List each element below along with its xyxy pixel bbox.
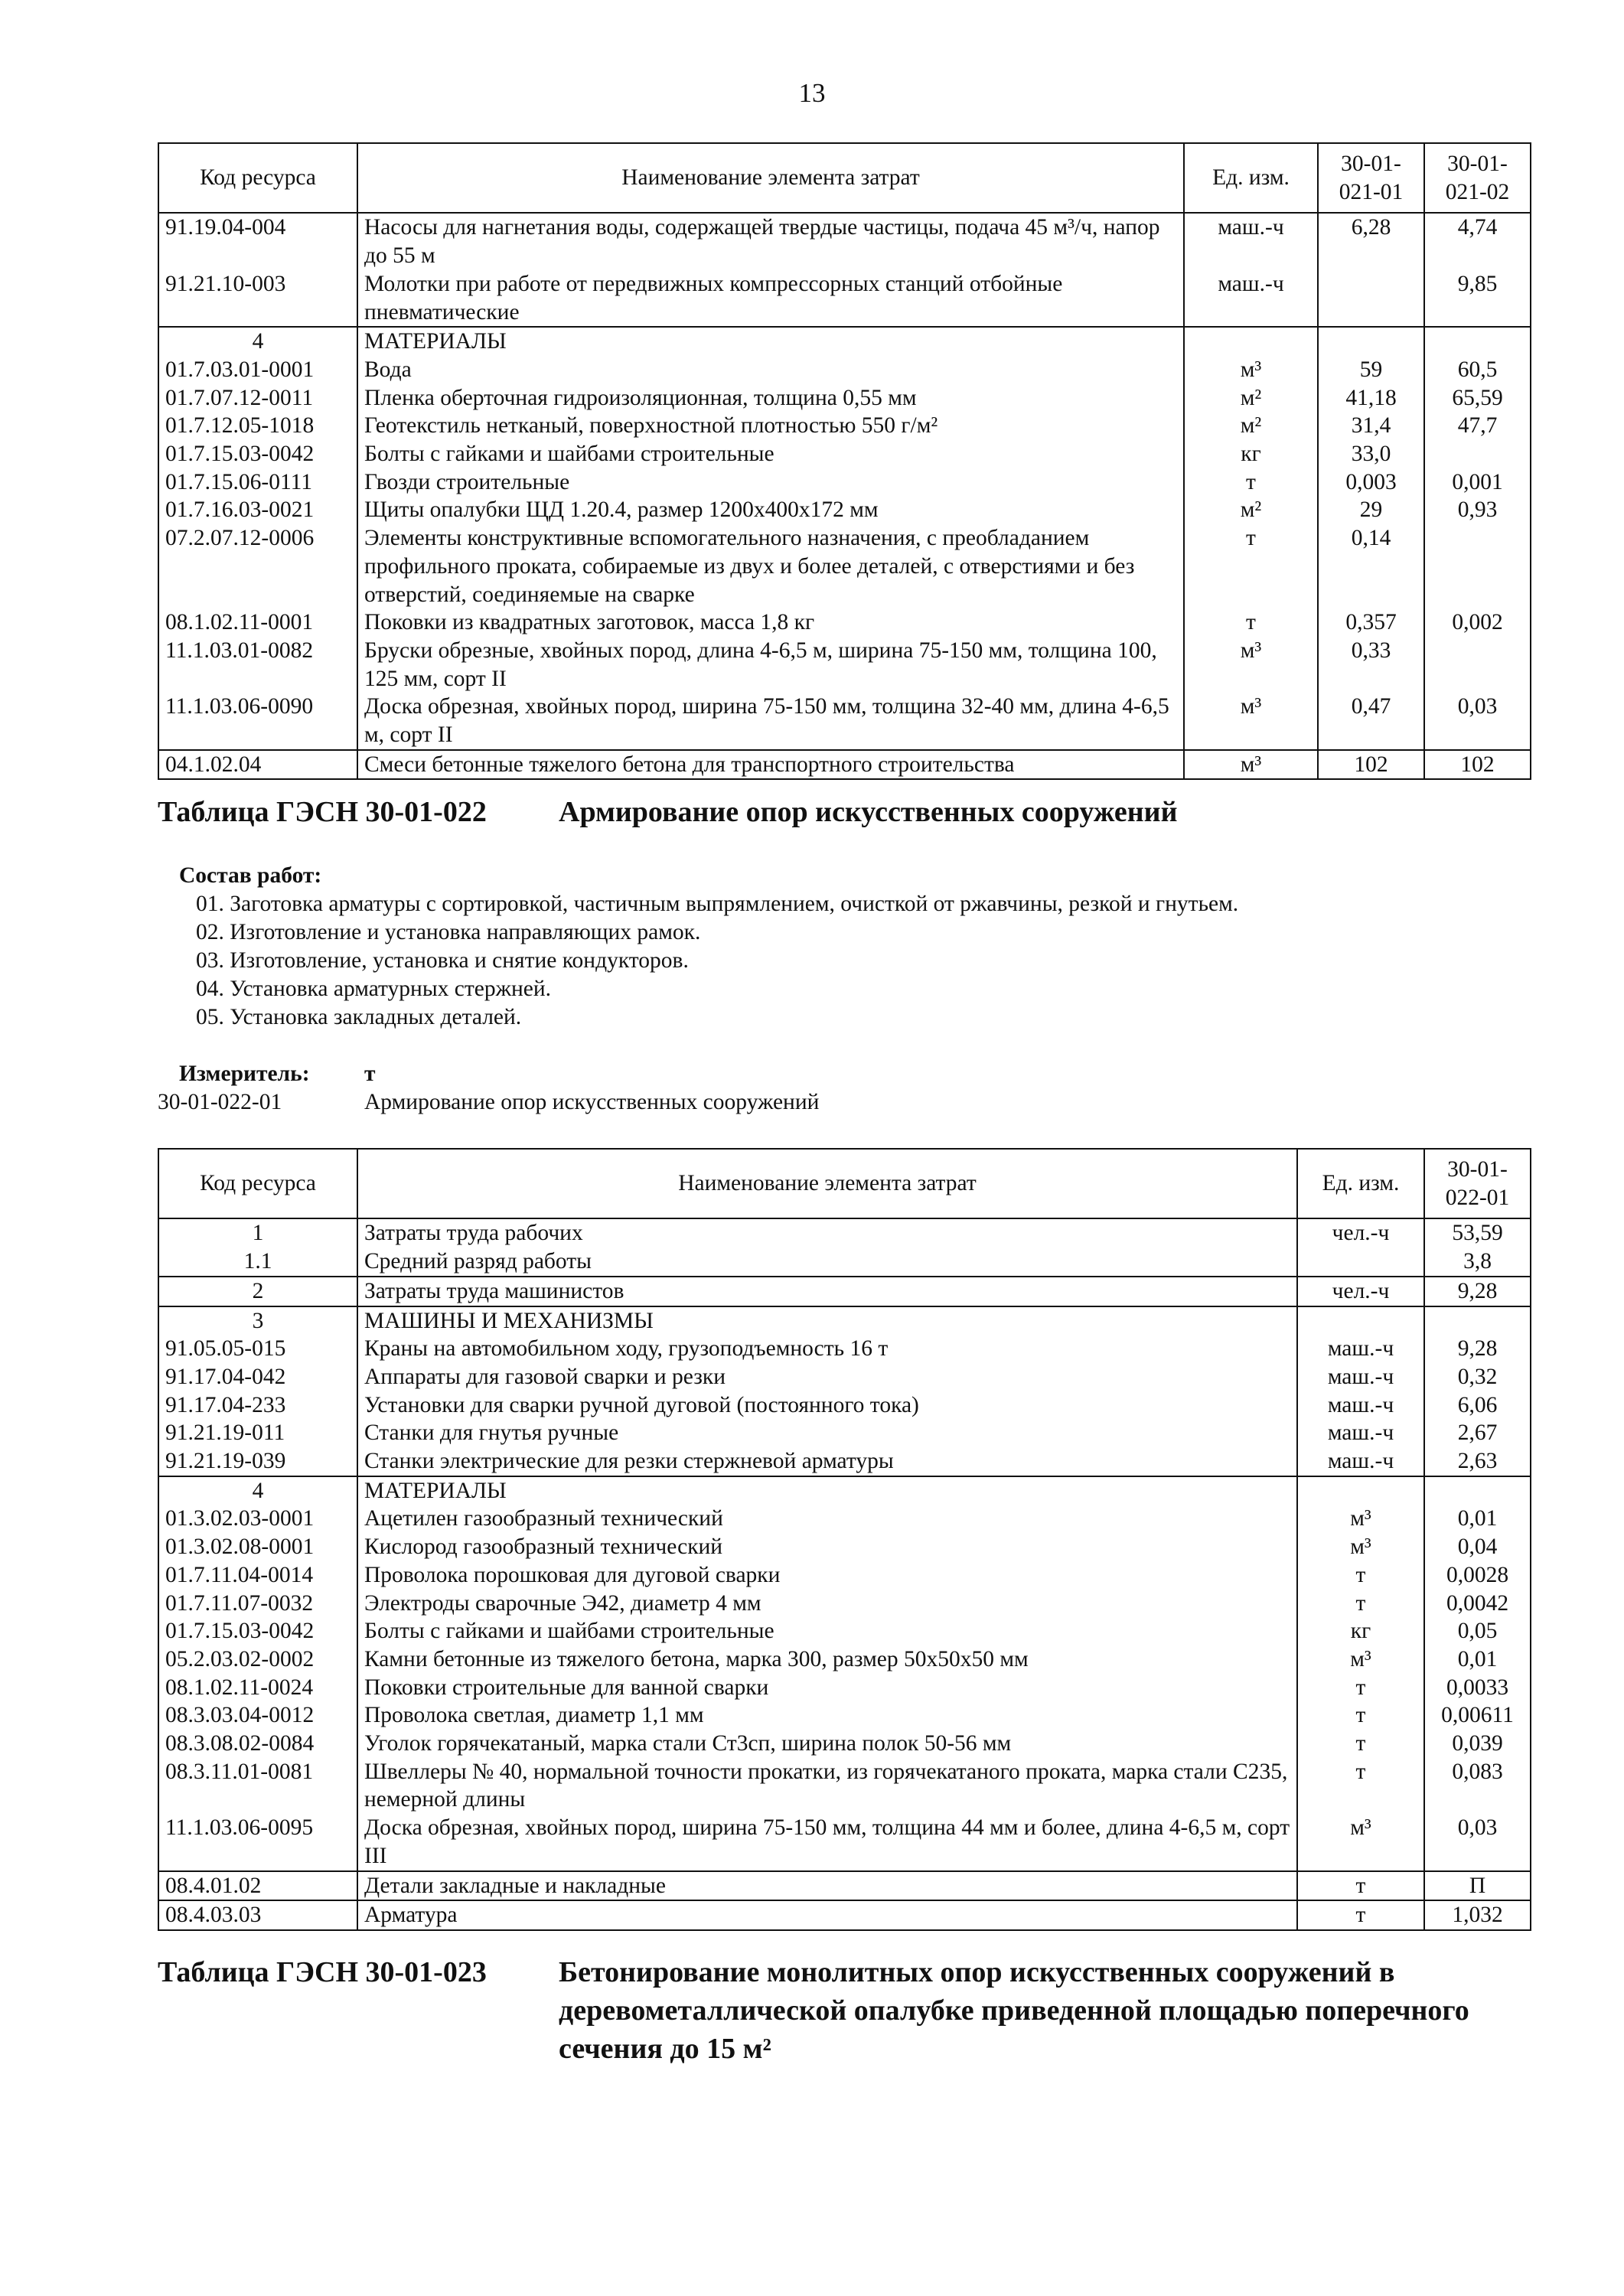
resource-table-022: [158, 1148, 1531, 1931]
cost-element-cell: Молотки при работе от передвижных компрессорных станций отбойные пневматические: [357, 270, 1184, 327]
unit-cell: м³: [1184, 750, 1318, 780]
norm-value-cell-2: 0,002: [1424, 608, 1531, 637]
table-row: [158, 1871, 1531, 1901]
unit-cell: м³: [1184, 637, 1318, 693]
unit-cell: м²: [1184, 496, 1318, 524]
unit-cell: маш.-ч: [1297, 1391, 1424, 1420]
resource-code-cell: 01.7.11.04-0014: [158, 1561, 357, 1590]
resource-code-cell: 08.3.11.01-0081: [158, 1758, 357, 1814]
measure-value: т: [364, 1062, 376, 1086]
unit-cell: маш.-ч: [1297, 1363, 1424, 1391]
table-row: [158, 1645, 1531, 1674]
table-022-title: Армирование опор искусственных сооружений: [559, 796, 1178, 828]
header-unit: Ед. изм.: [1184, 143, 1318, 213]
norm-value-cell-1: 0,01: [1424, 1505, 1531, 1533]
norm-value-cell-1: 3,8: [1424, 1247, 1531, 1277]
norm-value-cell-1: 0,14: [1318, 524, 1424, 608]
norm-value-cell-1: 2,67: [1424, 1419, 1531, 1447]
norm-value-cell-1: 0,33: [1318, 637, 1424, 693]
header-unit: Ед. изм.: [1297, 1149, 1424, 1218]
cost-element-cell: Щиты опалубки ЩД 1.20.4, размер 1200х400х172 мм: [357, 496, 1184, 524]
table-row: [158, 468, 1531, 497]
cost-element-cell: Проволока порошковая для дуговой сварки: [357, 1561, 1297, 1590]
table-row: [158, 750, 1531, 780]
resource-code-cell: 07.2.07.12-0006: [158, 524, 357, 608]
resource-code-cell: 01.7.07.12-0011: [158, 384, 357, 413]
unit-cell: м³: [1184, 693, 1318, 749]
resource-code-cell: 08.4.03.03: [158, 1900, 357, 1930]
norm-value-cell-1: 6,28: [1318, 213, 1424, 269]
unit-cell: м³: [1297, 1505, 1424, 1533]
cost-element-cell: Средний разряд работы: [357, 1247, 1297, 1277]
header-cost-element: Наименование элемента затрат: [357, 1149, 1297, 1218]
cost-element-cell: Кислород газообразный технический: [357, 1533, 1297, 1561]
table-row: [158, 1247, 1531, 1277]
table-row: [158, 608, 1531, 637]
resource-code-cell: 01.7.12.05-1018: [158, 412, 357, 440]
table-row: [158, 440, 1531, 468]
norm-value-cell-1: 2,63: [1424, 1447, 1531, 1476]
table-row: [158, 1419, 1531, 1447]
norm-value-cell-1: [1318, 270, 1424, 327]
norm-value-cell-1: П: [1424, 1871, 1531, 1901]
table-023-label: Таблица ГЭСН 30-01-023: [158, 1956, 487, 1988]
group-header-row: [158, 327, 1531, 356]
cost-element-cell: Камни бетонные из тяжелого бетона, марка 300, размер 50х50х50 мм: [357, 1645, 1297, 1674]
table-row: [158, 412, 1531, 440]
unit-cell: т: [1297, 1561, 1424, 1590]
header-norm-022-01: 30-01-022-01: [1424, 1149, 1531, 1218]
cost-element-cell: Поковки строительные для ванной сварки: [357, 1674, 1297, 1702]
resource-code-cell: 11.1.03.06-0090: [158, 693, 357, 749]
resource-code-cell: 1: [158, 1218, 357, 1247]
cost-element-cell: Смеси бетонные тяжелого бетона для транспортного строительства: [357, 750, 1184, 780]
table-row: [158, 1561, 1531, 1590]
works-item-05: 05. Установка закладных деталей.: [196, 1005, 522, 1029]
norm-value-cell-2: 0,93: [1424, 496, 1531, 524]
cost-element-cell: Станки электрические для резки стержневой арматуры: [357, 1447, 1297, 1476]
cost-element-cell: Уголок горячекатаный, марка стали Ст3сп, ширина полок 50-56 мм: [357, 1730, 1297, 1758]
unit-cell: м²: [1184, 384, 1318, 413]
norm-value-cell-1: 59: [1318, 356, 1424, 384]
unit-cell: маш.-ч: [1184, 270, 1318, 327]
unit-cell: т: [1297, 1871, 1424, 1901]
cost-element-cell: Насосы для нагнетания воды, содержащей твердые частицы, подача 45 м³/ч, напор до 55 м: [357, 213, 1184, 269]
norm-item-name: Армирование опор искусственных сооружений: [364, 1090, 820, 1114]
norm-value-cell-1: 0,003: [1318, 468, 1424, 497]
works-item-02: 02. Изготовление и установка направляющих рамок.: [196, 920, 701, 944]
table-row: [158, 637, 1531, 693]
norm-value-cell-2: 4,74: [1424, 213, 1531, 269]
table-row: [158, 1814, 1531, 1870]
cost-element-cell: Доска обрезная, хвойных пород, ширина 75-150 мм, толщина 32-40 мм, длина 4-6,5 м, сорт II: [357, 693, 1184, 749]
header-resource-code: Код ресурса: [158, 143, 357, 213]
norm-value-cell-1: [1424, 1476, 1531, 1505]
table-row: [158, 213, 1531, 269]
norm-value-cell-1: 6,06: [1424, 1391, 1531, 1420]
norm-value-cell-1: 0,0042: [1424, 1590, 1531, 1618]
table-row: [158, 1590, 1531, 1618]
resource-code-cell: 4: [158, 327, 357, 356]
norm-value-cell-1: 0,47: [1318, 693, 1424, 749]
unit-cell: м³: [1297, 1814, 1424, 1870]
table-row: [158, 384, 1531, 413]
cost-element-cell: МАТЕРИАЛЫ: [357, 1476, 1297, 1505]
unit-cell: чел.-ч: [1297, 1218, 1424, 1247]
header-cost-element: Наименование элемента затрат: [357, 143, 1184, 213]
table-row: [158, 1335, 1531, 1363]
cost-element-cell: МАТЕРИАЛЫ: [357, 327, 1184, 356]
cost-element-cell: Болты с гайками и шайбами строительные: [357, 1617, 1297, 1645]
table-row: [158, 1218, 1531, 1247]
table-row: [158, 693, 1531, 749]
resource-code-cell: 08.3.03.04-0012: [158, 1701, 357, 1730]
resource-code-cell: 11.1.03.06-0095: [158, 1814, 357, 1870]
cost-element-cell: Станки для гнутья ручные: [357, 1419, 1297, 1447]
resource-code-cell: 08.1.02.11-0024: [158, 1674, 357, 1702]
cost-element-cell: Геотекстиль нетканый, поверхностной плотностью 550 г/м²: [357, 412, 1184, 440]
unit-cell: маш.-ч: [1184, 213, 1318, 269]
norm-value-cell-1: 0,039: [1424, 1730, 1531, 1758]
norm-value-cell-1: 31,4: [1318, 412, 1424, 440]
header-norm-021-01: 30-01-021-01: [1318, 143, 1424, 213]
unit-cell: т: [1297, 1590, 1424, 1618]
cost-element-cell: Краны на автомобильном ходу, грузоподъемность 16 т: [357, 1335, 1297, 1363]
cost-element-cell: Гвозди строительные: [357, 468, 1184, 497]
norm-value-cell-2: 60,5: [1424, 356, 1531, 384]
resource-code-cell: 08.1.02.11-0001: [158, 608, 357, 637]
norm-value-cell-2: [1424, 440, 1531, 468]
unit-cell: т: [1297, 1730, 1424, 1758]
norm-value-cell-1: 29: [1318, 496, 1424, 524]
norm-value-cell-1: 0,04: [1424, 1533, 1531, 1561]
resource-code-cell: 08.4.01.02: [158, 1871, 357, 1901]
table-row: [158, 496, 1531, 524]
cost-element-cell: Детали закладные и накладные: [357, 1871, 1297, 1901]
unit-cell: кг: [1184, 440, 1318, 468]
norm-value-cell-1: [1424, 1306, 1531, 1336]
norm-value-cell-1: 9,28: [1424, 1277, 1531, 1306]
norm-value-cell-1: 0,083: [1424, 1758, 1531, 1814]
works-item-03: 03. Изготовление, установка и снятие кондукторов.: [196, 948, 689, 973]
norm-value-cell-2: 47,7: [1424, 412, 1531, 440]
resource-table-021: [158, 142, 1531, 780]
cost-element-cell: Поковки из квадратных заготовок, масса 1,8 кг: [357, 608, 1184, 637]
table-row: [158, 1701, 1531, 1730]
works-item-04: 04. Установка арматурных стержней.: [196, 977, 552, 1001]
table-row: [158, 270, 1531, 327]
norm-value-cell-1: [1318, 327, 1424, 356]
cost-element-cell: Затраты труда машинистов: [357, 1277, 1297, 1306]
unit-cell: т: [1297, 1701, 1424, 1730]
table-row: [158, 1617, 1531, 1645]
norm-value-cell-2: 65,59: [1424, 384, 1531, 413]
unit-cell: маш.-ч: [1297, 1335, 1424, 1363]
norm-value-cell-1: 33,0: [1318, 440, 1424, 468]
works-item-01: 01. Заготовка арматуры с сортировкой, частичным выпрямлением, очисткой от ржавчины, резкой и гнутьем.: [196, 892, 1239, 916]
norm-value-cell-1: 41,18: [1318, 384, 1424, 413]
resource-code-cell: 3: [158, 1306, 357, 1336]
resource-code-cell: 91.21.10-003: [158, 270, 357, 327]
resource-code-cell: 01.7.16.03-0021: [158, 496, 357, 524]
unit-cell: [1297, 1247, 1424, 1277]
resource-code-cell: 91.17.04-042: [158, 1363, 357, 1391]
works-label: Состав работ:: [179, 863, 322, 888]
norm-value-cell-1: 9,28: [1424, 1335, 1531, 1363]
resource-code-cell: 91.17.04-233: [158, 1391, 357, 1420]
norm-value-cell-2: [1424, 637, 1531, 693]
cost-element-cell: Швеллеры № 40, нормальной точности прокатки, из горячекатаного проката, марка стали С235, немерной длины: [357, 1758, 1297, 1814]
table-row: [158, 1674, 1531, 1702]
table-row: [158, 524, 1531, 608]
table-header-row: [158, 1149, 1531, 1218]
resource-code-cell: 11.1.03.01-0082: [158, 637, 357, 693]
header-resource-code: Код ресурса: [158, 1149, 357, 1218]
unit-cell: м³: [1184, 356, 1318, 384]
norm-value-cell-2: 0,001: [1424, 468, 1531, 497]
table-row: [158, 1363, 1531, 1391]
cost-element-cell: МАШИНЫ И МЕХАНИЗМЫ: [357, 1306, 1297, 1336]
resource-code-cell: 91.21.19-011: [158, 1419, 357, 1447]
norm-value-cell-2: 9,85: [1424, 270, 1531, 327]
resource-code-cell: 01.7.15.03-0042: [158, 1617, 357, 1645]
unit-cell: [1297, 1306, 1424, 1336]
table-row: [158, 1277, 1531, 1306]
norm-value-cell-1: 0,03: [1424, 1814, 1531, 1870]
resource-code-cell: 1.1: [158, 1247, 357, 1277]
header-norm-021-02: 30-01-021-02: [1424, 143, 1531, 213]
unit-cell: т: [1184, 524, 1318, 608]
norm-value-cell-1: 1,032: [1424, 1900, 1531, 1930]
norm-value-cell-1: 53,59: [1424, 1218, 1531, 1247]
resource-code-cell: 91.19.04-004: [158, 213, 357, 269]
cost-element-cell: Проволока светлая, диаметр 1,1 мм: [357, 1701, 1297, 1730]
resource-code-cell: 91.05.05-015: [158, 1335, 357, 1363]
unit-cell: т: [1297, 1674, 1424, 1702]
norm-value-cell-1: 0,01: [1424, 1645, 1531, 1674]
page-number: 13: [798, 78, 826, 108]
table-row: [158, 1758, 1531, 1814]
cost-element-cell: Доска обрезная, хвойных пород, ширина 75-150 мм, толщина 44 мм и более, длина 4-6,5 м, сорт III: [357, 1814, 1297, 1870]
norm-value-cell-1: 0,05: [1424, 1617, 1531, 1645]
norm-item-code: 30-01-022-01: [158, 1090, 282, 1114]
table-row: [158, 1447, 1531, 1476]
cost-element-cell: Элементы конструктивные вспомогательного назначения, с преобладанием профильного проката, собираемые из двух и более деталей, с отверстиями и без отверстий, соединяемые на сварке: [357, 524, 1184, 608]
norm-value-cell-1: 0,32: [1424, 1363, 1531, 1391]
group-header-row: [158, 1306, 1531, 1336]
unit-cell: м³: [1297, 1533, 1424, 1561]
resource-code-cell: 4: [158, 1476, 357, 1505]
resource-code-cell: 01.3.02.03-0001: [158, 1505, 357, 1533]
table-row: [158, 1730, 1531, 1758]
cost-element-cell: Пленка оберточная гидроизоляционная, толщина 0,55 мм: [357, 384, 1184, 413]
table-row: [158, 1533, 1531, 1561]
unit-cell: т: [1184, 468, 1318, 497]
unit-cell: чел.-ч: [1297, 1277, 1424, 1306]
resource-code-cell: 2: [158, 1277, 357, 1306]
norm-value-cell-2: [1424, 327, 1531, 356]
resource-code-cell: 05.2.03.02-0002: [158, 1645, 357, 1674]
unit-cell: маш.-ч: [1297, 1419, 1424, 1447]
norm-value-cell-1: 102: [1318, 750, 1424, 780]
norm-value-cell-2: 102: [1424, 750, 1531, 780]
norm-value-cell-1: 0,357: [1318, 608, 1424, 637]
norm-value-cell-2: 0,03: [1424, 693, 1531, 749]
unit-cell: т: [1297, 1758, 1424, 1814]
cost-element-cell: Болты с гайками и шайбами строительные: [357, 440, 1184, 468]
unit-cell: кг: [1297, 1617, 1424, 1645]
cost-element-cell: Арматура: [357, 1900, 1297, 1930]
resource-code-cell: 04.1.02.04: [158, 750, 357, 780]
resource-code-cell: 08.3.08.02-0084: [158, 1730, 357, 1758]
unit-cell: т: [1297, 1900, 1424, 1930]
table-row: [158, 1900, 1531, 1930]
cost-element-cell: Бруски обрезные, хвойных пород, длина 4-6,5 м, ширина 75-150 мм, толщина 100, 125 мм, сорт II: [357, 637, 1184, 693]
resource-code-cell: 01.7.15.03-0042: [158, 440, 357, 468]
table-header-row: [158, 143, 1531, 213]
resource-code-cell: 01.7.15.06-0111: [158, 468, 357, 497]
cost-element-cell: Вода: [357, 356, 1184, 384]
cost-element-cell: Затраты труда рабочих: [357, 1218, 1297, 1247]
group-header-row: [158, 1476, 1531, 1505]
cost-element-cell: Аппараты для газовой сварки и резки: [357, 1363, 1297, 1391]
resource-code-cell: 01.3.02.08-0001: [158, 1533, 357, 1561]
unit-cell: [1297, 1476, 1424, 1505]
norm-value-cell-1: 0,0033: [1424, 1674, 1531, 1702]
resource-code-cell: 91.21.19-039: [158, 1447, 357, 1476]
measure-label: Измеритель:: [179, 1062, 310, 1086]
unit-cell: м³: [1297, 1645, 1424, 1674]
cost-element-cell: Электроды сварочные Э42, диаметр 4 мм: [357, 1590, 1297, 1618]
norm-value-cell-2: [1424, 524, 1531, 608]
unit-cell: [1184, 327, 1318, 356]
table-022-label: Таблица ГЭСН 30-01-022: [158, 796, 487, 828]
cost-element-cell: Ацетилен газообразный технический: [357, 1505, 1297, 1533]
table-row: [158, 1391, 1531, 1420]
resource-code-cell: 01.7.03.01-0001: [158, 356, 357, 384]
unit-cell: т: [1184, 608, 1318, 637]
table-row: [158, 1505, 1531, 1533]
unit-cell: м²: [1184, 412, 1318, 440]
norm-value-cell-1: 0,0028: [1424, 1561, 1531, 1590]
table-row: [158, 356, 1531, 384]
norm-value-cell-1: 0,00611: [1424, 1701, 1531, 1730]
table-023-title: Бетонирование монолитных опор искусственных сооружений в деревометаллической опалубке приведенной площадью поперечного сечения до 15 м²: [559, 1956, 1469, 2065]
resource-code-cell: 01.7.11.07-0032: [158, 1590, 357, 1618]
unit-cell: маш.-ч: [1297, 1447, 1424, 1476]
cost-element-cell: Установки для сварки ручной дуговой (постоянного тока): [357, 1391, 1297, 1420]
